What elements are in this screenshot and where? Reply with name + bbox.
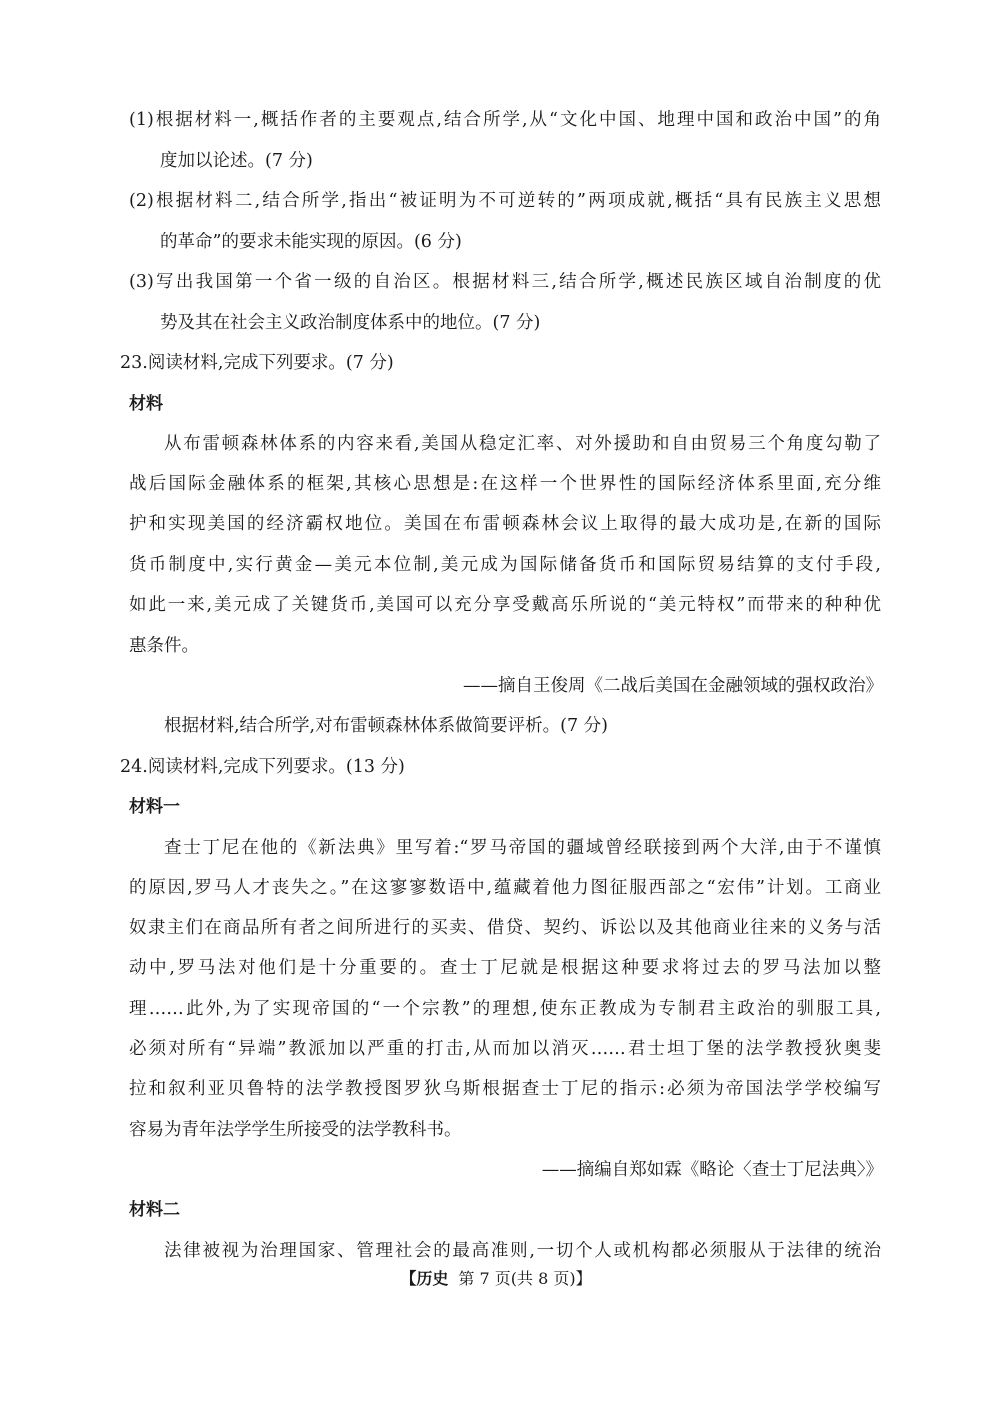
question-24-paragraph-line: 奴隶主们在商品所有者之间所进行的买卖、借贷、契约、诉讼以及其他商业往来的义务与活 (129, 918, 881, 938)
question-24-paragraph-line: 动中,罗马法对他们是十分重要的。查士丁尼就是根据这种要求将过去的罗马法加以整 (129, 958, 881, 978)
question-23-task: 根据材料,结合所学,对布雷顿森林体系做简要评析。(7 分) (164, 716, 608, 736)
question-23-source: ——摘自王俊周《二战后美国在金融领域的强权政治》 (463, 676, 883, 696)
footer-subject: 【历史 (400, 1269, 449, 1288)
question-24-paragraph-line: 理……此外,为了实现帝国的“一个宗教”的理想,使东正教成为专制君主政治的驯服工具, (129, 999, 881, 1019)
question-24-material-2-label: 材料二 (129, 1200, 180, 1220)
question-24-paragraph-line: 必须对所有“异端”教派加以严重的打击,从而加以消灭……君士坦丁堡的法学教授狄奥斐 (129, 1039, 881, 1059)
question-24-source-1: ——摘编自郑如霖《略论〈查士丁尼法典〉》 (541, 1160, 883, 1180)
question-23-paragraph-line: 战后国际金融体系的框架,其核心思想是:在这样一个世界性的国际经济体系里面,充分维 (129, 474, 881, 494)
question-22-part-1-line-2: 度加以论述。(7 分) (160, 151, 313, 171)
question-22-part-2-line-1: (2)根据材料二,结合所学,指出“被证明为不可逆转的”两项成就,概括“具有民族主义思想 (129, 191, 881, 211)
question-24-material-1-label: 材料一 (129, 797, 180, 817)
page-footer (0, 1268, 992, 1290)
question-23-paragraph-line: 惠条件。 (129, 636, 199, 656)
question-24-paragraph-line: 查士丁尼在他的《新法典》里写着:“罗马帝国的疆域曾经联接到两个大洋,由于不谨慎 (164, 838, 881, 858)
question-24-paragraph-line: 的原因,罗马人才丧失之。”在这寥寥数语中,蕴藏着他力图征服西部之“宏伟”计划。工商业 (129, 878, 881, 898)
question-23-heading: 23.阅读材料,完成下列要求。(7 分) (120, 353, 394, 373)
question-24-heading: 24.阅读材料,完成下列要求。(13 分) (120, 757, 405, 777)
question-23-paragraph-line: 护和实现美国的经济霸权地位。美国在布雷顿森林会议上取得的最大成功是,在新的国际 (129, 514, 881, 534)
question-24-paragraph-line: 拉和叙利亚贝鲁特的法学教授图罗狄乌斯根据查士丁尼的指示:必须为帝国法学学校编写 (129, 1079, 881, 1099)
footer-page-number: 第 7 页(共 8 页)】 (458, 1269, 592, 1288)
question-24-paragraph-line: 法律被视为治理国家、管理社会的最高准则,一切个人或机构都必须服从于法律的统治 (164, 1241, 881, 1261)
question-23-material-label: 材料 (129, 394, 163, 414)
question-23-paragraph-line: 从布雷顿森林体系的内容来看,美国从稳定汇率、对外援助和自由贸易三个角度勾勒了 (164, 434, 881, 454)
question-22-part-2-line-2: 的革命”的要求未能实现的原因。(6 分) (160, 232, 462, 252)
question-22-part-1-line-1: (1)根据材料一,概括作者的主要观点,结合所学,从“文化中国、地理中国和政治中国”的角 (129, 110, 881, 130)
question-23-paragraph-line: 如此一来,美元成了关键货币,美国可以充分享受戴高乐所说的“美元特权”而带来的种种优 (129, 595, 881, 615)
question-24-paragraph-line: 容易为青年法学学生所接受的法学教科书。 (129, 1120, 462, 1140)
question-23-paragraph-line: 货币制度中,实行黄金—美元本位制,美元成为国际储备货币和国际贸易结算的支付手段, (129, 555, 881, 575)
question-22-part-3-line-1: (3)写出我国第一个省一级的自治区。根据材料三,结合所学,概述民族区域自治制度的优 (129, 272, 881, 292)
question-22-part-3-line-2: 势及其在社会主义政治制度体系中的地位。(7 分) (160, 313, 541, 333)
